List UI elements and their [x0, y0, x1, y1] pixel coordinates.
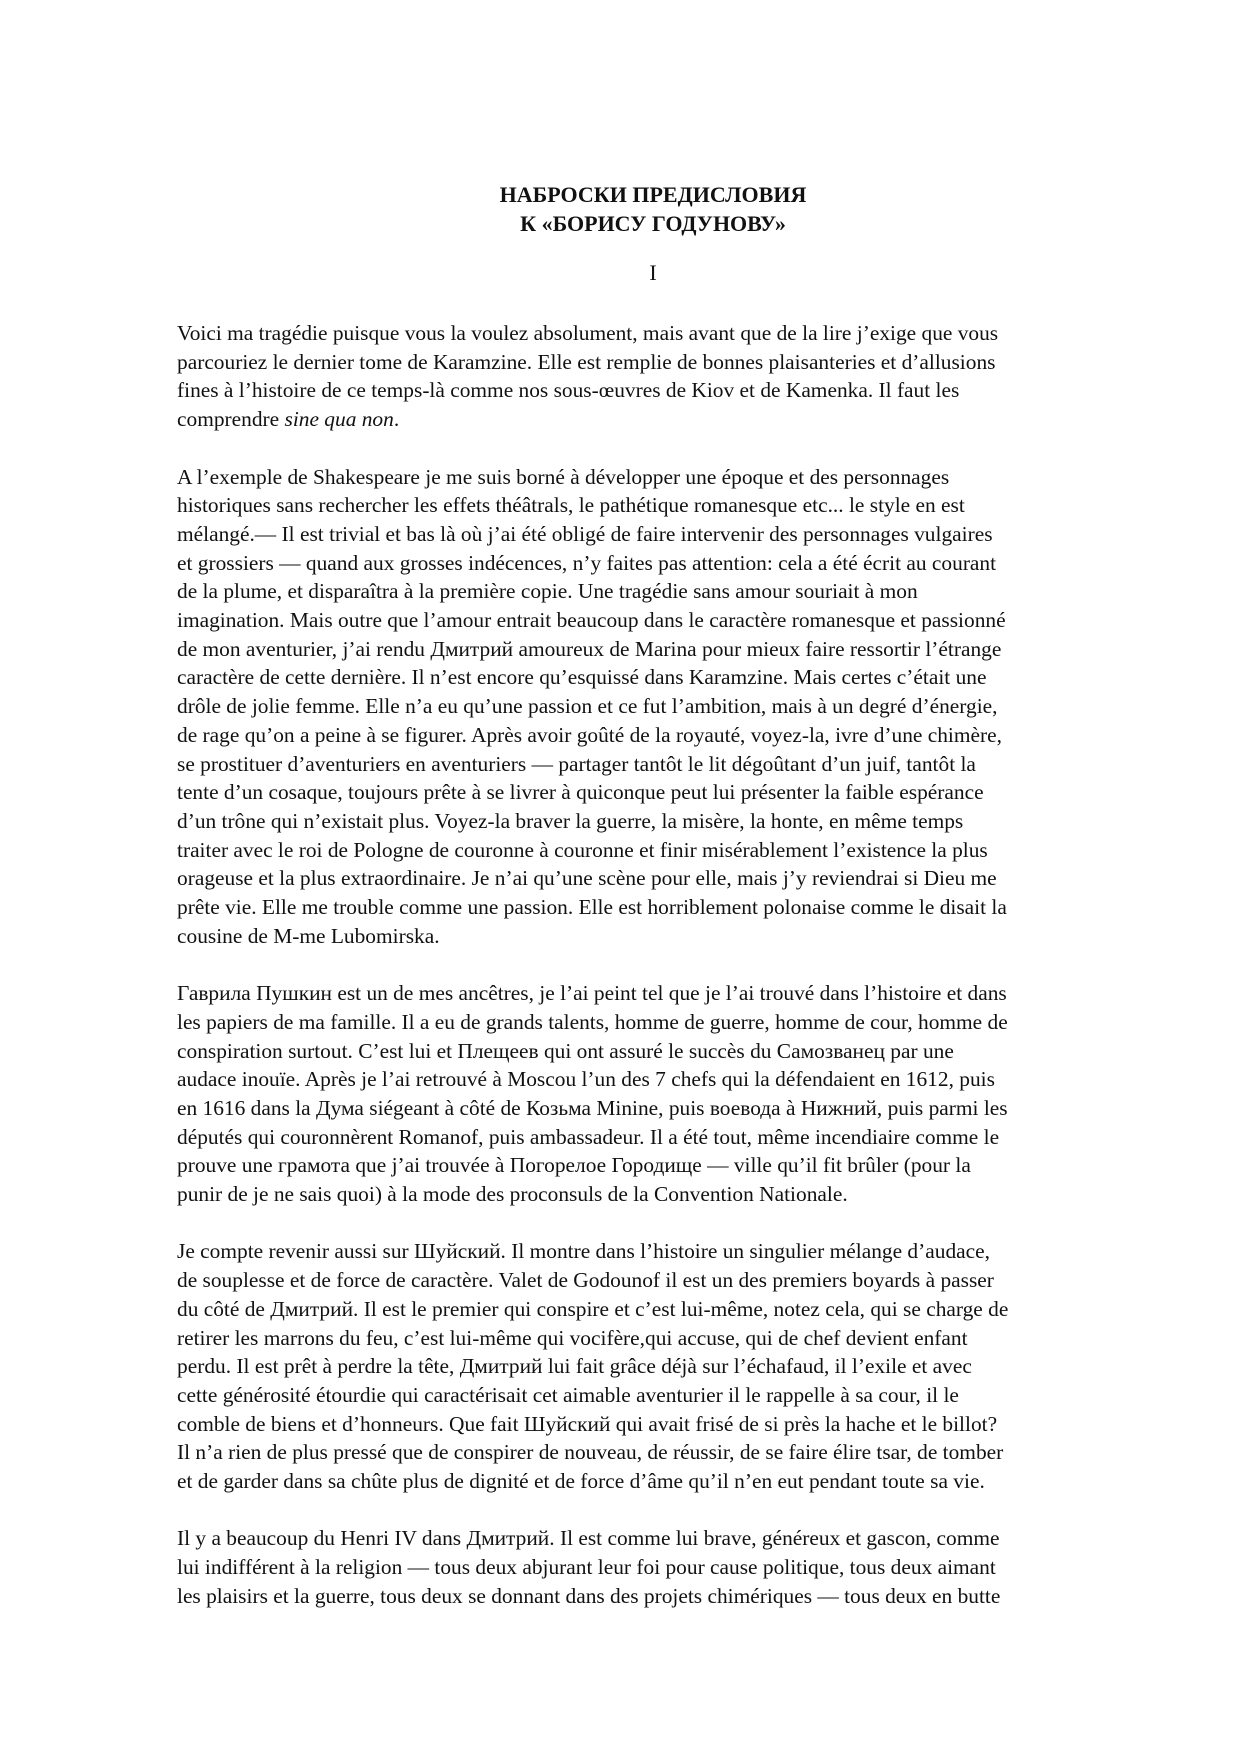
text-line: Voici ma tragédie puisque vous la voulez absolument, mais avant que de la lire j’exige que vous [177, 321, 999, 345]
text-line: orageuse et la plus extraordinaire. Je n’ai qu’une scène pour elle, mais j’y reviendrai si Dieu me [177, 866, 997, 891]
text-line: députés qui couronnèrent Romanof, puis ambassadeur. Il a été tout, même incendiaire comme le [177, 1124, 1000, 1149]
text-line: et grossiers — quand aux grosses indécences, n’y faites pas attention: cela a été écrit au courant [177, 550, 997, 575]
paragraph-4 [177, 1237, 1117, 1495]
text-line: tente d’un cosaque, toujours prête à se livrer à quiconque peut lui présenter la faible espérance [177, 780, 984, 805]
text-line: cette générosité étourdie qui caractérisait cet aimable aventurier il le rappelle à sa cour, il le [177, 1382, 959, 1407]
text-line: audace inouïe. Après je l’ai retrouvé à Moscou l’un des 7 chefs qui la défendaient en 1612, puis [177, 1067, 995, 1092]
text-line: Il y a beaucoup du Henri IV dans Дмитрий. Il est comme lui brave, généreux et gascon, comme [177, 1526, 1000, 1551]
paragraph-1 [177, 319, 1117, 434]
document-title [177, 180, 1117, 238]
text-line: Il n’a rien de plus pressé que de conspirer de nouveau, de réussir, de se faire élire tsar, de tomber [177, 1440, 1004, 1465]
text-line: de souplesse et de force de caractère. Valet de Godounof il est un des premiers boyards à passer [177, 1268, 994, 1293]
text-line: perdu. Il est prêt à perdre la tête, Дмитрий lui fait grâce déjà sur l’échafaud, il l’exile et avec [177, 1354, 972, 1379]
paragraph-3 [177, 979, 1117, 1209]
text-line: imagination. Mais outre que l’amour entrait beaucoup dans le caractère romanesque et passionné [177, 608, 1006, 633]
italic-phrase: sine qua non [284, 407, 394, 432]
section-number: I [649, 260, 657, 285]
text-line: de mon aventurier, j’ai rendu Дмитрий amoureux de Marina pour mieux faire ressortir l’étrange [177, 636, 1002, 661]
text-line: punir de je ne sais quoi) à la mode des proconsuls de la Convention Nationale. [177, 1182, 848, 1207]
text-line: A l’exemple de Shakespeare je me suis borné à développer une époque et des personnages [177, 464, 950, 489]
text-line: se prostituer d’aventuriers en aventuriers — partager tantôt le lit dégoûtant d’un juif, tantôt la [177, 751, 976, 776]
text-line: en 1616 dans la Дума siégeant à côté de Козьма Minine, puis воевода à Нижний, puis parmi les [177, 1095, 1008, 1120]
text-line: et de garder dans sa chûte plus de dignité et de force d’âme qu’il n’en eut pendant toute sa vie. [177, 1469, 985, 1494]
text-line: comble de biens et d’honneurs. Que fait Шуйский qui avait frisé de si près la hache et le billot? [177, 1411, 998, 1436]
text-line: parcouriez le dernier tome de Karamzine. Elle est remplie de bonnes plaisanteries et d’allusions [177, 349, 996, 374]
text-line: les papiers de ma famille. Il a eu de grands talents, homme de guerre, homme de cour, homme de [177, 1009, 1008, 1034]
text-fragment: . [393, 407, 400, 432]
text-line: historiques sans rechercher les effets théâtrals, le pathétique romanesque etc... le style en est [177, 493, 965, 518]
document-page [177, 180, 1117, 1611]
text-line: lui indifférent à la religion — tous deux abjurant leur foi pour cause politique, tous deux aimant [177, 1555, 996, 1580]
text-line: prouve une грамота que j’ai trouvée à Погорелое Городище — ville qu’il fit brûler (pour la [177, 1153, 971, 1178]
text-line: Je compte revenir aussi sur Шуйский. Il montre dans l’histoire un singulier mélange d’audace, [177, 1239, 990, 1264]
text-line: prête vie. Elle me trouble comme une passion. Elle est horriblement polonaise comme le disait la [177, 895, 1007, 920]
text-line [177, 405, 1117, 434]
text-line: Гаврила Пушкин est un de mes ancêtres, je l’ai peint tel que je l’ai trouvé dans l’histoire et dans [177, 981, 1007, 1006]
text-fragment: comprendre [177, 407, 285, 432]
text-line: d’un trône qui n’existait plus. Voyez-la braver la guerre, la misère, la honte, en même temps [177, 808, 964, 833]
paragraph-5 [177, 1524, 1117, 1610]
text-line: de la plume, et disparaîtra à la première copie. Une tragédie sans amour souriait à mon [177, 579, 918, 604]
text-line: cousine de M-me Lubomirska. [177, 923, 440, 948]
paragraph-2 [177, 463, 1117, 951]
text-line: mélangé.— Il est trivial et bas là où j’ai été obligé de faire intervenir des personnages vulgaires [177, 521, 993, 546]
text-line: traiter avec le roi de Pologne de couronne à couronne et finir misérablement l’existence la plus [177, 837, 988, 862]
text-line: drôle de jolie femme. Elle n’a eu qu’une passion et ce fut l’ambition, mais à un degré d’énergie, [177, 694, 998, 719]
title-line-2: К «БОРИСУ ГОДУНОВУ» [520, 211, 786, 236]
text-line: du côté de Дмитрий. Il est le premier qui conspire et c’est lui-même, notez cela, qui se charge de [177, 1296, 1009, 1321]
text-line: retirer les marrons du feu, c’est lui-même qui vocifère,qui accuse, qui de chef devient enfant [177, 1325, 968, 1350]
title-line-1: НАБРОСКИ ПРЕДИСЛОВИЯ [499, 182, 807, 207]
text-line: fines à l’histoire de ce temps-là comme nos sous-œuvres de Kiov et de Kamenka. Il faut les [177, 378, 960, 403]
text-line: caractère de cette dernière. Il n’est encore qu’esquissé dans Karamzine. Mais certes c’était une [177, 665, 987, 690]
text-line: de rage qu’on a peine à se figurer. Après avoir goûté de la royauté, voyez-la, ivre d’une chimère, [177, 722, 1002, 747]
text-line: les plaisirs et la guerre, tous deux se donnant dans des projets chimériques — tous deux en butte [177, 1583, 1001, 1608]
text-line: conspiration surtout. C’est lui et Плещеев qui ont assuré le succès du Самозванец par une [177, 1038, 954, 1063]
